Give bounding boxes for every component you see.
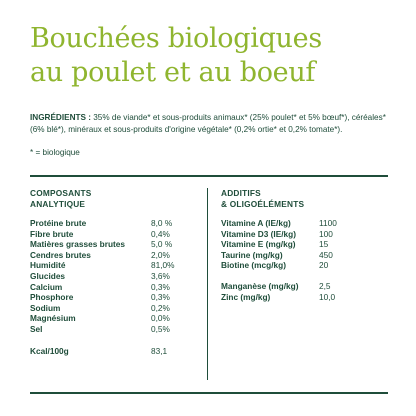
nutrient-value: 20: [319, 260, 329, 271]
composants-heading-line-2: ANALYTIQUE: [30, 198, 86, 209]
nutrient-name: Sel: [30, 323, 43, 334]
nutrient-name: Manganèse (mg/kg): [221, 281, 299, 291]
nutrient-name: Glucides: [30, 270, 66, 281]
ingredients-text: [30, 112, 388, 135]
composants-heading-line-1: COMPOSANTS: [30, 188, 92, 198]
nutrient-name: Phosphore: [30, 292, 74, 303]
nutrient-row: [30, 302, 170, 314]
ingredients-body: 35% de viande* et sous-produits animaux* (25% poulet* et 5% bœuf*), céréales* (6% blé*), minéraux et sous-produits d'origine végétale* (0,2% ortie* et 0,2% tomate*).: [30, 113, 386, 134]
nutrient-value: 3,6%: [151, 270, 170, 281]
nutrient-row: [30, 323, 170, 335]
nutrient-name: Magnésium: [30, 313, 76, 324]
nutrient-value: 0,2%: [151, 302, 170, 313]
nutrient-row: [30, 281, 170, 293]
nutrient-row: [221, 228, 333, 240]
nutrient-value: 0,0%: [151, 313, 170, 324]
nutrient-row: [30, 228, 170, 240]
kcal-label: Kcal/100g: [30, 346, 69, 356]
nutrient-value: 100: [319, 228, 333, 239]
nutrient-value: 0,5%: [151, 323, 170, 334]
nutrient-row: [221, 281, 331, 292]
nutrient-name: Humidité: [30, 260, 66, 271]
composants-list: [30, 218, 175, 335]
column-divider: [207, 188, 208, 380]
nutrient-name: Calcium: [30, 281, 63, 292]
nutrient-value: 2,5: [319, 281, 331, 291]
composants-heading: [30, 188, 91, 209]
nutrient-value: 0,3%: [151, 281, 170, 292]
additifs-heading: [221, 188, 304, 209]
nutrient-value: 1100: [319, 218, 337, 228]
additifs-heading-line-2: & OLIGOÉLÉMENTS: [221, 198, 305, 209]
bio-note: * = biologique: [30, 148, 80, 157]
nutrient-value: 5,0 %: [151, 239, 173, 250]
nutrient-name: Vitamine A (IE/kg): [221, 218, 291, 228]
nutrient-row: [30, 249, 170, 261]
nutrient-name: Biotine (mcg/kg): [221, 260, 286, 271]
additifs-list: [221, 218, 337, 271]
nutrient-value: 2,0%: [151, 249, 170, 260]
nutrient-row: [221, 218, 337, 229]
nutrient-value: 450: [319, 249, 333, 260]
nutrient-row: [30, 260, 175, 271]
title-line-1: Bouchées biologiques: [30, 23, 322, 54]
kcal-row: [30, 346, 168, 356]
nutrient-name: Vitamine D3 (IE/kg): [221, 228, 297, 239]
bottom-divider: [30, 392, 388, 394]
nutrient-row: [30, 292, 170, 303]
nutrient-value: 10,0: [319, 291, 336, 302]
nutrient-value: 0,4%: [151, 228, 170, 239]
nutrient-name: Cendres brutes: [30, 249, 91, 260]
nutrient-name: Sodium: [30, 302, 61, 313]
nutrient-name: Vitamine E (mg/kg): [221, 239, 296, 250]
product-title: [30, 22, 400, 90]
nutrient-name: Matières grasses brutes: [30, 239, 126, 250]
nutrient-row: [30, 313, 170, 324]
title-line-2: au poulet et au boeuf: [30, 57, 316, 88]
nutrient-row: [221, 249, 333, 261]
additifs-heading-line-1: ADDITIFS: [221, 188, 261, 198]
nutrient-name: Protéine brute: [30, 218, 87, 228]
nutrient-value: 8,0 %: [151, 218, 173, 228]
nutrient-name: Zinc (mg/kg): [221, 291, 271, 302]
oligoelements-list: [221, 281, 336, 302]
kcal-value: 83,1: [151, 346, 168, 356]
nutrient-row: [221, 260, 329, 271]
nutrient-value: 15: [319, 239, 329, 250]
nutrient-value: 0,3%: [151, 292, 170, 303]
nutrient-row: [30, 218, 173, 229]
nutrient-name: Fibre brute: [30, 228, 74, 239]
nutrient-value: 81,0%: [151, 260, 175, 271]
nutrient-row: [221, 239, 329, 250]
nutrient-row: [30, 270, 170, 282]
nutrient-name: Taurine (mg/kg): [221, 249, 283, 260]
nutrient-row: [30, 239, 173, 250]
ingredients-label: INGRÉDIENTS :: [30, 113, 91, 122]
nutrient-row: [221, 291, 336, 303]
top-divider: [30, 175, 388, 177]
